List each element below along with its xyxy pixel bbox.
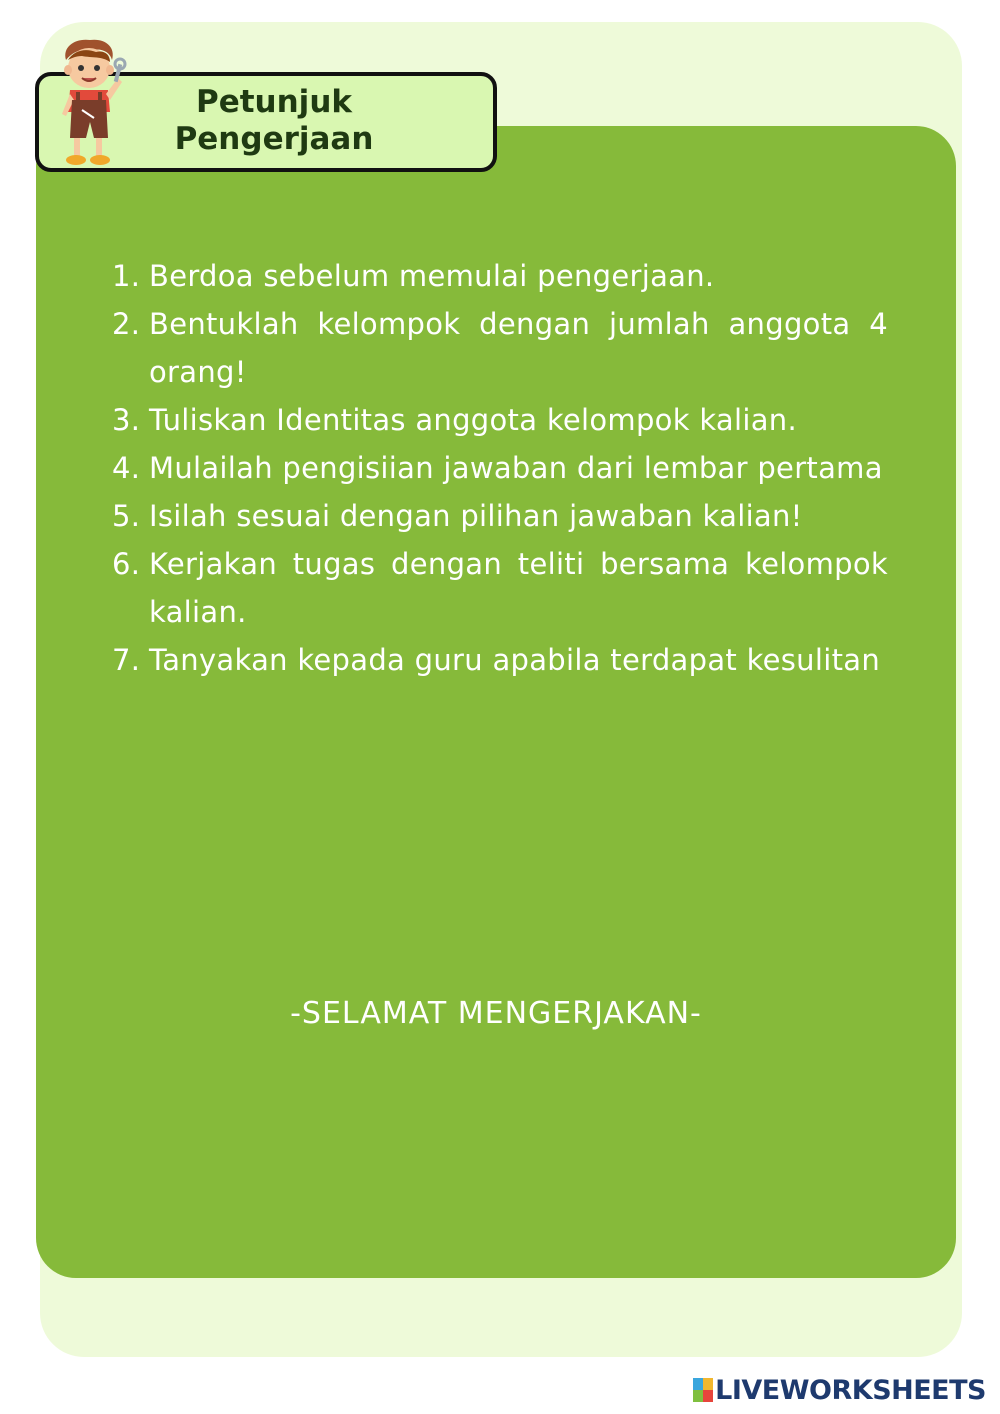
instruction-item (112, 300, 888, 396)
page-title-line2: Pengerjaan (174, 121, 374, 157)
closing-message: -SELAMAT MENGERJAKAN- (290, 996, 702, 1031)
instruction-text: Tanyakan kepada guru apabila terdapat kesulitan (149, 643, 880, 677)
instruction-text: Mulailah pengisiian jawaban dari lembar pertama (149, 451, 883, 485)
instruction-text: Berdoa sebelum memulai pengerjaan. (149, 259, 715, 293)
page-title (139, 84, 409, 158)
instruction-number: 7. (112, 643, 141, 677)
instruction-text: Kerjakan tugas dengan teliti bersama kelompok kalian. (149, 547, 888, 629)
instruction-text: Isilah sesuai dengan pilihan jawaban kalian! (149, 499, 803, 533)
instruction-text: Bentuklah kelompok dengan jumlah anggota 4 orang! (149, 307, 888, 389)
boy-mascot-icon (52, 38, 128, 166)
liveworksheets-logo[interactable] (693, 1372, 986, 1408)
instruction-list (112, 252, 888, 684)
instruction-number: 4. (112, 451, 141, 485)
instruction-number: 5. (112, 499, 141, 533)
instruction-item (112, 396, 888, 444)
instruction-item (112, 252, 888, 300)
liveworksheets-logo-icon (693, 1378, 713, 1402)
instruction-number: 6. (112, 547, 141, 581)
instruction-item (112, 636, 888, 684)
instruction-text: Tuliskan Identitas anggota kelompok kalian. (149, 403, 797, 437)
instruction-item (112, 444, 888, 492)
instruction-item (112, 540, 888, 636)
page-title-line1: Petunjuk (195, 84, 352, 120)
instruction-item (112, 492, 888, 540)
instruction-number: 1. (112, 259, 141, 293)
instruction-number: 3. (112, 403, 141, 437)
instruction-number: 2. (112, 307, 141, 341)
logo-text: LIVEWORKSHEETS (715, 1374, 986, 1406)
